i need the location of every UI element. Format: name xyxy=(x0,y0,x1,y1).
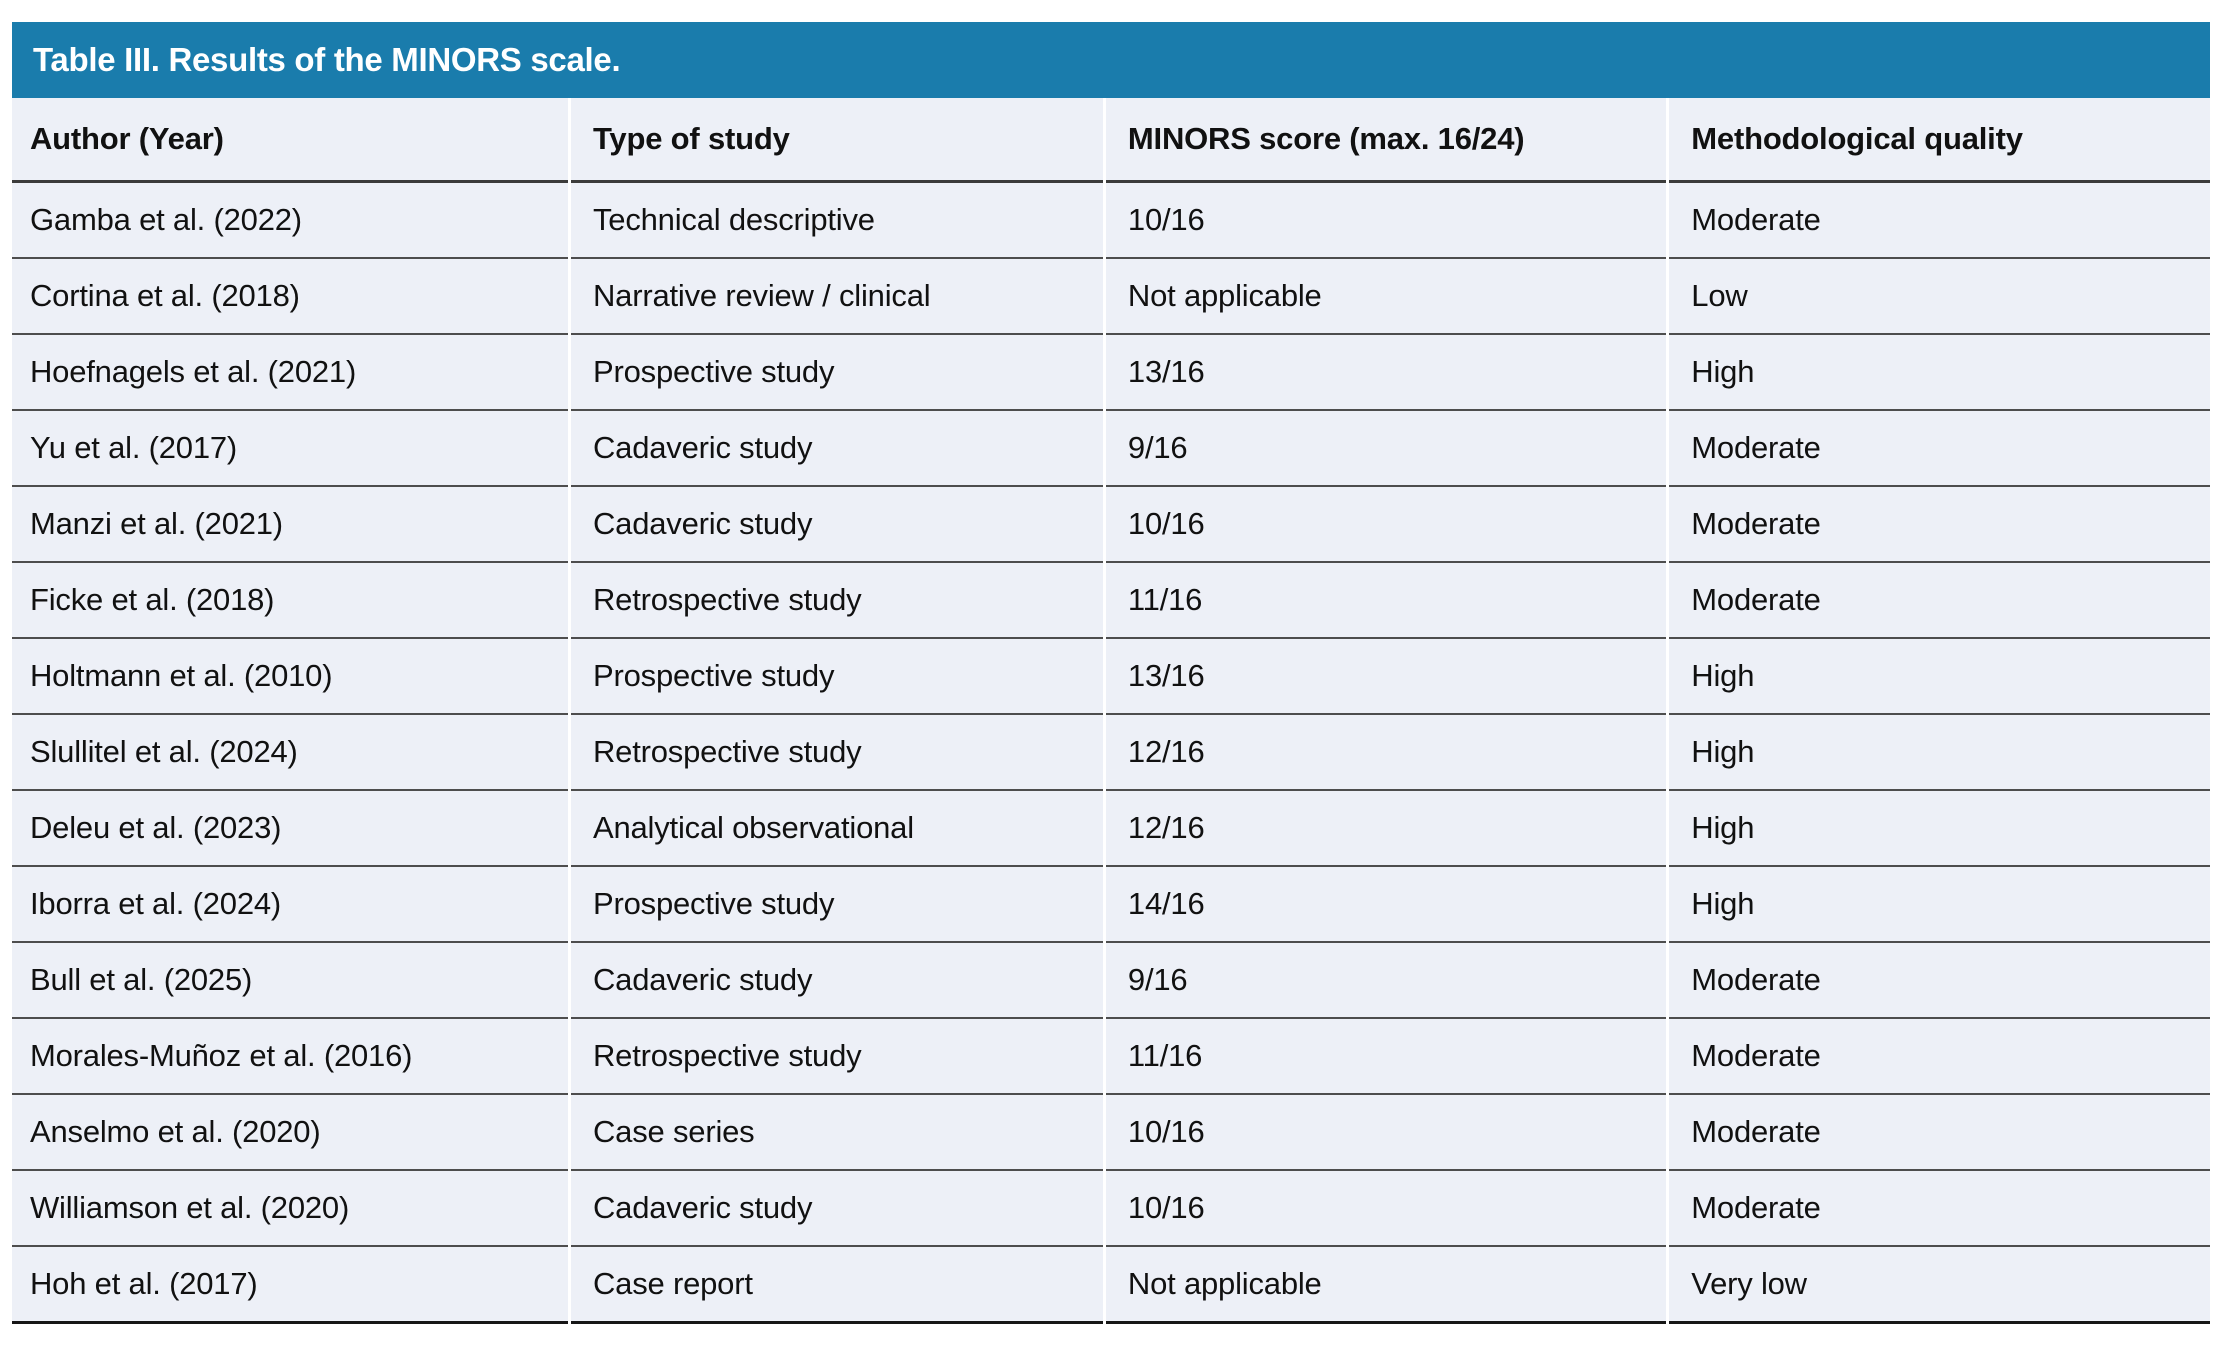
cell-minors-score: 12/16 xyxy=(1106,715,1666,791)
table-header xyxy=(12,98,2210,183)
header-row xyxy=(12,98,2210,183)
cell-methodological-quality: High xyxy=(1669,867,2210,943)
cell-methodological-quality: Moderate xyxy=(1669,943,2210,1019)
cell-study-type: Prospective study xyxy=(571,639,1103,715)
table-row xyxy=(12,943,2210,1019)
table-row xyxy=(12,563,2210,639)
cell-author: Hoefnagels et al. (2021) xyxy=(12,335,568,411)
cell-methodological-quality: High xyxy=(1669,335,2210,411)
table-row xyxy=(12,639,2210,715)
cell-methodological-quality: Moderate xyxy=(1669,563,2210,639)
cell-methodological-quality: Moderate xyxy=(1669,411,2210,487)
table-row xyxy=(12,1019,2210,1095)
cell-methodological-quality: Moderate xyxy=(1669,183,2210,259)
cell-study-type: Prospective study xyxy=(571,867,1103,943)
cell-study-type: Prospective study xyxy=(571,335,1103,411)
cell-study-type: Cadaveric study xyxy=(571,1171,1103,1247)
cell-minors-score: 11/16 xyxy=(1106,563,1666,639)
cell-minors-score: Not applicable xyxy=(1106,1247,1666,1324)
column-header-methodological-quality: Methodological quality xyxy=(1669,98,2210,183)
cell-methodological-quality: Moderate xyxy=(1669,1095,2210,1171)
cell-author: Manzi et al. (2021) xyxy=(12,487,568,563)
table-row xyxy=(12,259,2210,335)
cell-minors-score: 10/16 xyxy=(1106,1095,1666,1171)
cell-methodological-quality: Moderate xyxy=(1669,1171,2210,1247)
table-row xyxy=(12,715,2210,791)
cell-methodological-quality: High xyxy=(1669,715,2210,791)
cell-minors-score: 12/16 xyxy=(1106,791,1666,867)
table-row xyxy=(12,791,2210,867)
column-header-study-type: Type of study xyxy=(571,98,1103,183)
cell-study-type: Technical descriptive xyxy=(571,183,1103,259)
column-header-author: Author (Year) xyxy=(12,98,568,183)
cell-minors-score: 9/16 xyxy=(1106,411,1666,487)
cell-methodological-quality: Very low xyxy=(1669,1247,2210,1324)
cell-author: Holtmann et al. (2010) xyxy=(12,639,568,715)
cell-study-type: Cadaveric study xyxy=(571,487,1103,563)
cell-study-type: Analytical observational xyxy=(571,791,1103,867)
cell-study-type: Case report xyxy=(571,1247,1103,1324)
table-body xyxy=(12,183,2210,1324)
cell-minors-score: 9/16 xyxy=(1106,943,1666,1019)
cell-minors-score: 10/16 xyxy=(1106,487,1666,563)
column-header-minors-score: MINORS score (max. 16/24) xyxy=(1106,98,1666,183)
table-row xyxy=(12,487,2210,563)
cell-author: Iborra et al. (2024) xyxy=(12,867,568,943)
cell-author: Deleu et al. (2023) xyxy=(12,791,568,867)
table-row xyxy=(12,1247,2210,1324)
table-title: Table III. Results of the MINORS scale. xyxy=(33,41,621,78)
table-row xyxy=(12,1171,2210,1247)
cell-minors-score: 10/16 xyxy=(1106,183,1666,259)
table-row xyxy=(12,1095,2210,1171)
cell-methodological-quality: Moderate xyxy=(1669,487,2210,563)
cell-author: Gamba et al. (2022) xyxy=(12,183,568,259)
table-row xyxy=(12,867,2210,943)
cell-author: Anselmo et al. (2020) xyxy=(12,1095,568,1171)
cell-study-type: Retrospective study xyxy=(571,715,1103,791)
cell-minors-score: 14/16 xyxy=(1106,867,1666,943)
cell-minors-score: 13/16 xyxy=(1106,335,1666,411)
cell-methodological-quality: High xyxy=(1669,791,2210,867)
cell-author: Yu et al. (2017) xyxy=(12,411,568,487)
table-row xyxy=(12,183,2210,259)
cell-author: Morales-Muñoz et al. (2016) xyxy=(12,1019,568,1095)
minors-results-table xyxy=(9,98,2213,1324)
cell-study-type: Cadaveric study xyxy=(571,943,1103,1019)
cell-author: Ficke et al. (2018) xyxy=(12,563,568,639)
cell-author: Bull et al. (2025) xyxy=(12,943,568,1019)
cell-methodological-quality: High xyxy=(1669,639,2210,715)
cell-study-type: Cadaveric study xyxy=(571,411,1103,487)
table-row xyxy=(12,335,2210,411)
table-title-bar xyxy=(12,22,2210,98)
table-row xyxy=(12,411,2210,487)
cell-author: Cortina et al. (2018) xyxy=(12,259,568,335)
cell-author: Williamson et al. (2020) xyxy=(12,1171,568,1247)
cell-study-type: Narrative review / clinical xyxy=(571,259,1103,335)
cell-methodological-quality: Moderate xyxy=(1669,1019,2210,1095)
cell-study-type: Retrospective study xyxy=(571,1019,1103,1095)
cell-author: Slullitel et al. (2024) xyxy=(12,715,568,791)
cell-study-type: Case series xyxy=(571,1095,1103,1171)
cell-methodological-quality: Low xyxy=(1669,259,2210,335)
cell-study-type: Retrospective study xyxy=(571,563,1103,639)
cell-minors-score: Not applicable xyxy=(1106,259,1666,335)
cell-author: Hoh et al. (2017) xyxy=(12,1247,568,1324)
cell-minors-score: 10/16 xyxy=(1106,1171,1666,1247)
cell-minors-score: 13/16 xyxy=(1106,639,1666,715)
cell-minors-score: 11/16 xyxy=(1106,1019,1666,1095)
